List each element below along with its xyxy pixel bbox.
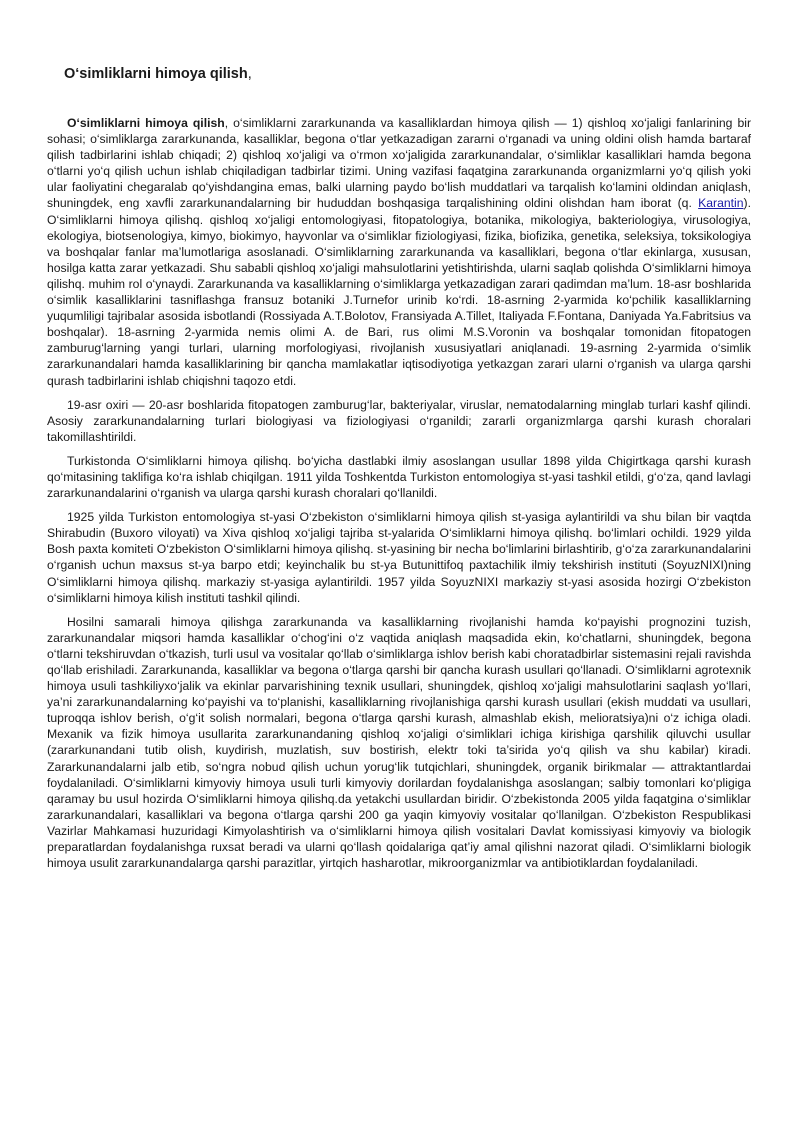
- document-title: [64, 64, 751, 84]
- document-page: [47, 64, 751, 879]
- paragraph-turkistan: Turkistonda O‘simliklarni himoya qilishq. bo‘yicha dastlabki ilmiy asoslangan usullar 1898 yilda Chigirtkaga qarshi kurash qo‘mitasining taklifiga ko‘ra ishlab chiqilgan. 1911 yilda Toshkentda Turkiston entomologiya st-yasi tashkil etildi, g‘o‘za, qand lavlagi zararkunandalarini o‘rganish va ularga qarshi kurash choralari qo‘llanildi.: [47, 453, 751, 501]
- document-title-text: O‘simliklarni himoya qilish: [64, 66, 248, 82]
- paragraph-protection-methods: Hosilni samarali himoya qilishga zararkunanda va kasalliklarning rivojlanishi hamda ko‘payishi prognozini tuzish, zararkunandalar miqsori hamda kasalliklar o‘chog‘ini o‘z vaqtida aniqlash maqsadida ekin, ko‘chatlarni, shuningdek, begona o‘tlarni tekshiruvdan o‘tkazish, turli usul va vositalar qo‘llab o‘simliklarga ishlov berish kabi choratadbirlar sistemasini rejali ravishda qo‘llab erishiladi. Zararkunanda, kasalliklar va begona o‘tlarga qarshi bir qancha kurash usullari qo‘llanadi. O‘simliklarni agrotexnik himoya usuli tashkiliyxo‘jalik va ekinlar parvarishining texnik usullari, shuningdek, qishloq xo‘jaligi mahsulotlarini saqlash yo‘llari, ya’ni zararkunandalarning ko‘payishi va to‘planishi, kasalliklarning rivojlanishiga qarshi kurash usullari (ekish muddati va usullari, tuproqqa ishlov berish, o‘g‘it solish normalari, begona o‘tlarga qarshi kurash, almashlab ekish, melioratsiya)ni o‘z ichiga oladi. Mexanik va fizik himoya usullarita zararkunandaning qishloq xo‘jaligi o‘simliklari ichiga kirishiga qarshilik qiluvchi usullar (zararkunandani tutib olish, kuydirish, muzlatish, suv bostirish, elektr toki ta’sirida yo‘q qilish va shu kabilar) kiradi. Zararkunandalarni jalb etib, so‘ngra nobud qilish uchun yorug‘lik tutqichlari, shuningdek, organik birikmalar — attraktantlardai foydalaniladi. O‘simliklarni kimyoviy himoya usuli turli kimyoviy dorilardan foydalanishga asoslangan; salbiy tomonlari ko‘pligiga qaramay bu usul hozirda O‘simliklarni himoya qilishq.da yetakchi usullardan biridir. O‘zbekistonda 2005 yilda faqatgina o‘simliklar zararkunandalari, kasalliklari va begona o‘tlarga qarshi 200 ga yaqin kimyoviy vositalar qo‘llanilgan. O‘zbekiston Respublikasi Vazirlar Mahkamasi huzuridagi Kimyolashtirish va o‘simliklarni himoya qilish vositalari Davlat komissiyasi kimyoviy va biologik preparatlardan foydalanishga ruxsat beradi va ularni qo‘llash qoidalariga qat’iy amal qilishni nazorat qiladi. O‘simliklarni biologik himoya usulit zararkunandalarga qarshi parazitlar, yirtqich hasharotlar, mikroorganizmlar va antibiotiklardan foydalaniladi.: [47, 614, 751, 871]
- intro-text-part-a: , o‘simliklarni zararkunanda va kasalliklardan himoya qilish — 1) qishloq xo‘jaligi fanlarining bir sohasi; o‘simliklarga zararkunanda, kasalliklar, begona o‘tlar yetkazadigan zararni o‘rganadi va uning oldini olish hamda bartaraf qilish tadbirlarini ishlab chiqadi; 2) qishloq xo‘jaligi va o‘rmon xo‘jaligida zararkunandalar, o‘simliklar kasalliklari hamda begona o‘tlarni yo‘q qilish uchun ishlab chiqiladigan tadbirlar tizimi. Uning vazifasi faqatgina zararkunanda organizmlarni yo‘q qilish yoki ular faoliyatini chegaralab qo‘yishdangina emas, balki ularning paydo bo‘lish muddatlari va tarqalish ko‘lamini oldindan aniqlash, shuningdek, eng xavfli zararkunandalarning bir hududdan boshqasiga tarqalishining oldini olishdan ham iborat (q.: [47, 116, 752, 211]
- intro-text-part-b: ). O‘simliklarni himoya qilishq. qishloq xo‘jaligi entomologiyasi, fitopatologiya, botanika, mikologiya, bakteriologiya, virusologiya, ekologiya, biotsenologiya, kimyo, biokimyo, hayvonlar va o‘simliklar fiziologiyasi, fizika, biofizika, genetika, seleksiya, toksikologiya va boshqalar fanlar ma’lumotlariga asoslanadi. O‘simliklarning zararkunanda va kasalliklari, begona o‘tlar ekinlarga, xususan, hosilga katta zarar yetkazadi. Shu sababli qishloq xo‘jaligi mahsulotlarini yetishtirishda, ularni saqlab qolishda O‘simliklarni himoya qilishq. muhim rol o‘ynaydi. Zararkunanda va kasalliklarning o‘simliklarga yetkazadigan zarari qadimdan ma’lum. 18-asr boshlarida o‘simlik kasalliklarini tasniflashga fransuz botaniki J.Turnefor urinib ko‘rdi. 18-asrning 2-yarmida ko‘pchilik kasalliklarning yuqumliligi tajribalar asosida isbotlandi (Rossiyada A.T.Bolotov, Fransiyada A.Tillet, Italiyada F.Fontana, Daniyada Ya.Fabritsius va boshqalar). 18-asrning 2-yarmida nemis olimi A. de Bari, rus olimi M.S.Voronin va boshqalar tomonidan fitopatogen zamburug‘larning yangi turlari, ularning morfologiyasi, rivojlanish xususiyatlari aniqlanadi. 19-asrning 2-yarmida o‘simlik zararkunandalari hamda kasalliklarining bir qancha mamlakatlar iqtisodiyotiga yetkazgan zarari ularni o‘rganish va ularga qarshi qurash tadbirlarini ishlab chiqishni taqozo etdi.: [47, 196, 751, 388]
- karantin-link[interactable]: Karantin: [698, 196, 744, 211]
- paragraph-19th-century: 19-asr oxiri — 20-asr boshlarida fitopatogen zamburug‘lar, bakteriyalar, viruslar, nematodalarning minglab turlari kashf qilindi. Asosiy zararkunandalarning turlari biologiyasi va fiziologiyasi o‘rganildi; zararli organizmlarga qarshi kurash choralari takomillashtirildi.: [47, 397, 751, 444]
- paragraph-1925: 1925 yilda Turkiston entomologiya st-yasi O‘zbekiston o‘simliklarni himoya qilish st-yasiga aylantirildi va shu bilan bir vaqtda Shirabudin (Buxoro viloyati) va Xiva qishloq xo‘jaligi tajriba st-yalarida O‘simliklarni himoya qilishq. bo‘limlari ochildi. 1929 yilda Bosh paxta komiteti O‘zbekiston O‘simliklarni himoya qilishq. st-yasining bir necha bo‘limlarini birlashtirib, g‘o‘za zararkunandalarini o‘rganish uchun maxsus st-ya barpo etdi; keyinchalik bu st-ya Butunittifoq paxtachilik ilmiy tekshirish instituti (SoyuzNIXI)ning O‘simliklarni himoya qilishq. markaziy st-yasiga aylantirildi. 1957 yilda SoyuzNIXI markaziy st-yasi asosida hozirgi O‘zbekiston o‘simliklarni himoya kilish instituti tashkil qilindi.: [47, 510, 751, 605]
- intro-lead-term: O‘simliklarni himoya qilish: [67, 116, 225, 130]
- paragraph-intro: [47, 115, 751, 389]
- document-title-suffix: ,: [247, 66, 252, 82]
